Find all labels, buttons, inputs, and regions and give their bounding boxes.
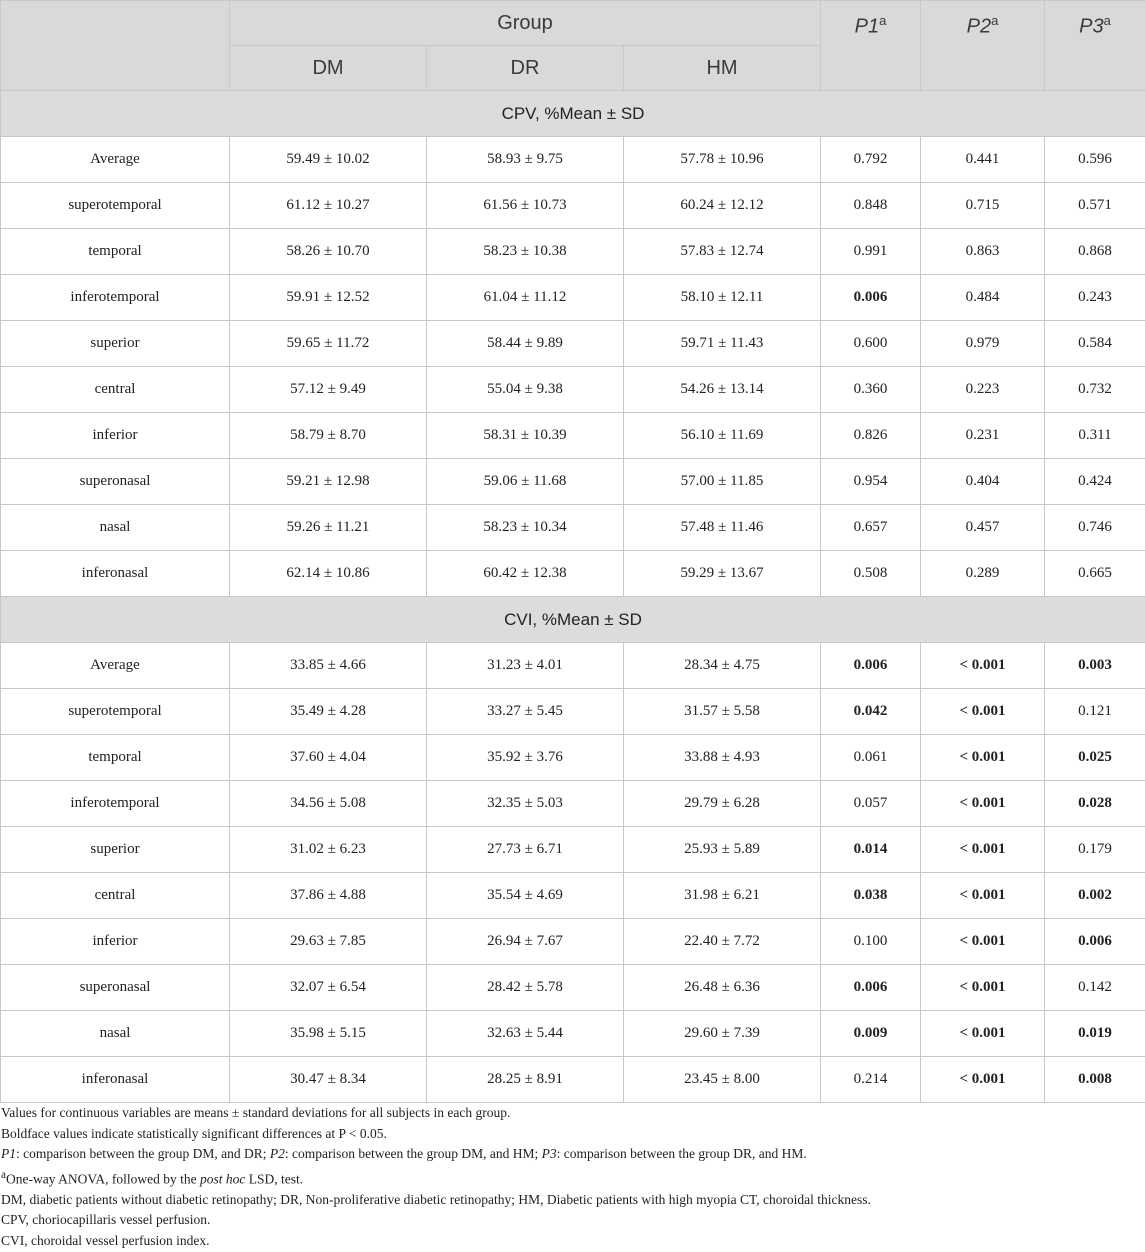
cell-dr: 55.04 ± 9.38 bbox=[427, 367, 624, 413]
table-row bbox=[1, 413, 1145, 459]
cell-hm: 56.10 ± 11.69 bbox=[624, 413, 821, 459]
cell-p3: 0.008 bbox=[1045, 1057, 1145, 1103]
cell-p2: 0.441 bbox=[921, 137, 1045, 183]
cell-p2: < 0.001 bbox=[921, 827, 1045, 873]
header-p1-text: P1 bbox=[855, 16, 879, 38]
cell-p2: 0.457 bbox=[921, 505, 1045, 551]
cell-p1: 0.014 bbox=[821, 827, 921, 873]
cell-dr: 28.25 ± 8.91 bbox=[427, 1057, 624, 1103]
cell-p2: 0.289 bbox=[921, 551, 1045, 597]
cell-p1: 0.061 bbox=[821, 735, 921, 781]
cell-hm: 57.00 ± 11.85 bbox=[624, 459, 821, 505]
cell-dm: 34.56 ± 5.08 bbox=[230, 781, 427, 827]
footnote-p3-text: : comparison between the group DR, and HM. bbox=[557, 1146, 807, 1161]
cell-dm: 37.60 ± 4.04 bbox=[230, 735, 427, 781]
cell-label: superotemporal bbox=[1, 689, 230, 735]
footnote-p2: P2 bbox=[270, 1146, 285, 1161]
cell-hm: 58.10 ± 12.11 bbox=[624, 275, 821, 321]
footnote-abbreviations: DM, diabetic patients without diabetic retinopathy; DR, Non-proliferative diabetic retinopathy; HM, Diabetic patients with high myopia CT, choroidal thickness. bbox=[1, 1190, 1141, 1211]
cell-dm: 59.91 ± 12.52 bbox=[230, 275, 427, 321]
cell-p2: < 0.001 bbox=[921, 1057, 1045, 1103]
cell-label: inferonasal bbox=[1, 1057, 230, 1103]
cell-dr: 58.23 ± 10.34 bbox=[427, 505, 624, 551]
cell-p3: 0.746 bbox=[1045, 505, 1145, 551]
section-header-row bbox=[1, 91, 1145, 137]
table-row bbox=[1, 781, 1145, 827]
cell-p1: 0.954 bbox=[821, 459, 921, 505]
cell-dr: 58.93 ± 9.75 bbox=[427, 137, 624, 183]
cell-label: inferior bbox=[1, 413, 230, 459]
section-title: CPV, %Mean ± SD bbox=[1, 91, 1145, 137]
table-row bbox=[1, 643, 1145, 689]
cell-hm: 28.34 ± 4.75 bbox=[624, 643, 821, 689]
cell-hm: 59.29 ± 13.67 bbox=[624, 551, 821, 597]
cell-p1: 0.057 bbox=[821, 781, 921, 827]
cell-p2: 0.231 bbox=[921, 413, 1045, 459]
cell-hm: 57.83 ± 12.74 bbox=[624, 229, 821, 275]
header-p3 bbox=[1045, 1, 1145, 91]
header-p3-sup: a bbox=[1104, 13, 1111, 28]
cell-p1: 0.006 bbox=[821, 965, 921, 1011]
table-row bbox=[1, 827, 1145, 873]
cell-dm: 35.49 ± 4.28 bbox=[230, 689, 427, 735]
cell-p1: 0.006 bbox=[821, 275, 921, 321]
cell-dm: 59.49 ± 10.02 bbox=[230, 137, 427, 183]
cell-dr: 58.44 ± 9.89 bbox=[427, 321, 624, 367]
cell-p2: 0.863 bbox=[921, 229, 1045, 275]
header-p1 bbox=[821, 1, 921, 91]
cell-dr: 32.63 ± 5.44 bbox=[427, 1011, 624, 1057]
cell-hm: 23.45 ± 8.00 bbox=[624, 1057, 821, 1103]
cell-label: temporal bbox=[1, 229, 230, 275]
cell-p1: 0.792 bbox=[821, 137, 921, 183]
footnote-p1-text: : comparison between the group DM, and DR; bbox=[16, 1146, 270, 1161]
cell-label: superonasal bbox=[1, 965, 230, 1011]
footnote-p3: P3 bbox=[542, 1146, 557, 1161]
table-row bbox=[1, 505, 1145, 551]
cell-p2: < 0.001 bbox=[921, 643, 1045, 689]
cell-p2: 0.404 bbox=[921, 459, 1045, 505]
cell-dm: 37.86 ± 4.88 bbox=[230, 873, 427, 919]
cell-p2: < 0.001 bbox=[921, 919, 1045, 965]
cell-hm: 31.57 ± 5.58 bbox=[624, 689, 821, 735]
cell-p1: 0.009 bbox=[821, 1011, 921, 1057]
cell-p1: 0.848 bbox=[821, 183, 921, 229]
table-row bbox=[1, 551, 1145, 597]
cell-p3: 0.002 bbox=[1045, 873, 1145, 919]
table-row bbox=[1, 459, 1145, 505]
cell-p3: 0.121 bbox=[1045, 689, 1145, 735]
header-dr: DR bbox=[427, 46, 624, 91]
cell-p3: 0.179 bbox=[1045, 827, 1145, 873]
cell-hm: 25.93 ± 5.89 bbox=[624, 827, 821, 873]
cell-dr: 61.56 ± 10.73 bbox=[427, 183, 624, 229]
cell-p3: 0.019 bbox=[1045, 1011, 1145, 1057]
cell-p3: 0.584 bbox=[1045, 321, 1145, 367]
header-dm: DM bbox=[230, 46, 427, 91]
cell-p2: < 0.001 bbox=[921, 965, 1045, 1011]
cell-p2: < 0.001 bbox=[921, 781, 1045, 827]
cell-label: inferotemporal bbox=[1, 781, 230, 827]
header-hm: HM bbox=[624, 46, 821, 91]
cell-dm: 59.26 ± 11.21 bbox=[230, 505, 427, 551]
cell-p3: 0.028 bbox=[1045, 781, 1145, 827]
cell-dm: 59.21 ± 12.98 bbox=[230, 459, 427, 505]
cell-p3: 0.025 bbox=[1045, 735, 1145, 781]
table-row bbox=[1, 183, 1145, 229]
cell-label: superonasal bbox=[1, 459, 230, 505]
cell-dm: 58.79 ± 8.70 bbox=[230, 413, 427, 459]
cell-dm: 30.47 ± 8.34 bbox=[230, 1057, 427, 1103]
cell-p1: 0.214 bbox=[821, 1057, 921, 1103]
table-row bbox=[1, 689, 1145, 735]
cell-p3: 0.003 bbox=[1045, 643, 1145, 689]
cell-dr: 26.94 ± 7.67 bbox=[427, 919, 624, 965]
table-row bbox=[1, 367, 1145, 413]
cell-p3: 0.732 bbox=[1045, 367, 1145, 413]
cell-dm: 61.12 ± 10.27 bbox=[230, 183, 427, 229]
cell-p1: 0.042 bbox=[821, 689, 921, 735]
header-p2-text: P2 bbox=[967, 16, 991, 38]
footnote-anova-text-b: LSD, test. bbox=[245, 1171, 303, 1186]
cell-dr: 58.23 ± 10.38 bbox=[427, 229, 624, 275]
footnote-anova-italic: post hoc bbox=[200, 1171, 245, 1186]
section-header-row bbox=[1, 597, 1145, 643]
cell-label: nasal bbox=[1, 1011, 230, 1057]
header-p2-sup: a bbox=[991, 13, 998, 28]
cell-hm: 33.88 ± 4.93 bbox=[624, 735, 821, 781]
cell-p1: 0.360 bbox=[821, 367, 921, 413]
cell-hm: 26.48 ± 6.36 bbox=[624, 965, 821, 1011]
cell-p3: 0.142 bbox=[1045, 965, 1145, 1011]
cell-hm: 54.26 ± 13.14 bbox=[624, 367, 821, 413]
cell-p2: < 0.001 bbox=[921, 873, 1045, 919]
cell-label: Average bbox=[1, 643, 230, 689]
header-blank-cell bbox=[1, 1, 230, 91]
cell-hm: 29.79 ± 6.28 bbox=[624, 781, 821, 827]
footnote-cpv: CPV, choriocapillaris vessel perfusion. bbox=[1, 1210, 1141, 1231]
cell-p1: 0.991 bbox=[821, 229, 921, 275]
footnote-cvi: CVI, choroidal vessel perfusion index. bbox=[1, 1231, 1141, 1252]
cell-dm: 29.63 ± 7.85 bbox=[230, 919, 427, 965]
footnote-anova-sup: a bbox=[1, 1169, 6, 1181]
cell-p2: 0.979 bbox=[921, 321, 1045, 367]
section-title: CVI, %Mean ± SD bbox=[1, 597, 1145, 643]
cell-dr: 32.35 ± 5.03 bbox=[427, 781, 624, 827]
cell-hm: 60.24 ± 12.12 bbox=[624, 183, 821, 229]
cell-label: inferotemporal bbox=[1, 275, 230, 321]
cell-hm: 57.78 ± 10.96 bbox=[624, 137, 821, 183]
cell-p3: 0.868 bbox=[1045, 229, 1145, 275]
header-group: Group bbox=[230, 1, 821, 46]
table-row bbox=[1, 919, 1145, 965]
cell-label: central bbox=[1, 367, 230, 413]
cell-dm: 62.14 ± 10.86 bbox=[230, 551, 427, 597]
cell-p3: 0.243 bbox=[1045, 275, 1145, 321]
cell-dr: 31.23 ± 4.01 bbox=[427, 643, 624, 689]
footnote-values: Values for continuous variables are means ± standard deviations for all subjects in each group. bbox=[1, 1103, 1141, 1124]
cell-p2: 0.484 bbox=[921, 275, 1045, 321]
cell-dr: 60.42 ± 12.38 bbox=[427, 551, 624, 597]
cell-p1: 0.100 bbox=[821, 919, 921, 965]
cell-dm: 57.12 ± 9.49 bbox=[230, 367, 427, 413]
cell-hm: 22.40 ± 7.72 bbox=[624, 919, 821, 965]
cell-label: temporal bbox=[1, 735, 230, 781]
cell-dm: 58.26 ± 10.70 bbox=[230, 229, 427, 275]
header-p2 bbox=[921, 1, 1045, 91]
table-row bbox=[1, 873, 1145, 919]
cell-dr: 35.54 ± 4.69 bbox=[427, 873, 624, 919]
table-row bbox=[1, 965, 1145, 1011]
cell-label: inferior bbox=[1, 919, 230, 965]
cell-dr: 61.04 ± 11.12 bbox=[427, 275, 624, 321]
cell-dr: 35.92 ± 3.76 bbox=[427, 735, 624, 781]
cell-label: nasal bbox=[1, 505, 230, 551]
cell-label: superior bbox=[1, 321, 230, 367]
cell-hm: 29.60 ± 7.39 bbox=[624, 1011, 821, 1057]
cell-dr: 28.42 ± 5.78 bbox=[427, 965, 624, 1011]
table-row bbox=[1, 1057, 1145, 1103]
cell-hm: 31.98 ± 6.21 bbox=[624, 873, 821, 919]
cell-label: superotemporal bbox=[1, 183, 230, 229]
footnote-anova-text-a: One-way ANOVA, followed by the bbox=[6, 1171, 200, 1186]
table-footnotes bbox=[1, 1103, 1141, 1252]
table-row bbox=[1, 321, 1145, 367]
cell-dr: 33.27 ± 5.45 bbox=[427, 689, 624, 735]
cell-p2: 0.223 bbox=[921, 367, 1045, 413]
cell-dr: 59.06 ± 11.68 bbox=[427, 459, 624, 505]
cell-p3: 0.596 bbox=[1045, 137, 1145, 183]
cell-p2: < 0.001 bbox=[921, 1011, 1045, 1057]
footnote-p2-text: : comparison between the group DM, and HM; bbox=[285, 1146, 542, 1161]
cell-hm: 59.71 ± 11.43 bbox=[624, 321, 821, 367]
cell-dm: 35.98 ± 5.15 bbox=[230, 1011, 427, 1057]
cell-label: central bbox=[1, 873, 230, 919]
cell-hm: 57.48 ± 11.46 bbox=[624, 505, 821, 551]
cell-p2: < 0.001 bbox=[921, 735, 1045, 781]
cell-p2: 0.715 bbox=[921, 183, 1045, 229]
header-p3-text: P3 bbox=[1079, 16, 1103, 38]
footnote-boldface: Boldface values indicate statistically significant differences at P < 0.05. bbox=[1, 1124, 1141, 1145]
table-row bbox=[1, 275, 1145, 321]
footnote-p1: P1 bbox=[1, 1146, 16, 1161]
footnote-anova bbox=[1, 1165, 1141, 1190]
cell-dm: 31.02 ± 6.23 bbox=[230, 827, 427, 873]
cell-p1: 0.006 bbox=[821, 643, 921, 689]
cell-label: Average bbox=[1, 137, 230, 183]
table-body bbox=[1, 91, 1145, 1103]
cell-p1: 0.508 bbox=[821, 551, 921, 597]
table-row bbox=[1, 735, 1145, 781]
table-row bbox=[1, 137, 1145, 183]
cell-p2: < 0.001 bbox=[921, 689, 1045, 735]
cell-dr: 58.31 ± 10.39 bbox=[427, 413, 624, 459]
cell-p3: 0.571 bbox=[1045, 183, 1145, 229]
table-row bbox=[1, 1011, 1145, 1057]
cell-p3: 0.665 bbox=[1045, 551, 1145, 597]
cell-p1: 0.657 bbox=[821, 505, 921, 551]
cell-label: inferonasal bbox=[1, 551, 230, 597]
cell-p3: 0.006 bbox=[1045, 919, 1145, 965]
footnote-p-definitions bbox=[1, 1144, 1141, 1165]
cell-dr: 27.73 ± 6.71 bbox=[427, 827, 624, 873]
header-p1-sup: a bbox=[879, 13, 886, 28]
cell-dm: 32.07 ± 6.54 bbox=[230, 965, 427, 1011]
cell-p1: 0.826 bbox=[821, 413, 921, 459]
cell-dm: 59.65 ± 11.72 bbox=[230, 321, 427, 367]
cell-p1: 0.600 bbox=[821, 321, 921, 367]
cell-dm: 33.85 ± 4.66 bbox=[230, 643, 427, 689]
cell-p1: 0.038 bbox=[821, 873, 921, 919]
cell-label: superior bbox=[1, 827, 230, 873]
table-row bbox=[1, 229, 1145, 275]
cell-p3: 0.424 bbox=[1045, 459, 1145, 505]
cell-p3: 0.311 bbox=[1045, 413, 1145, 459]
